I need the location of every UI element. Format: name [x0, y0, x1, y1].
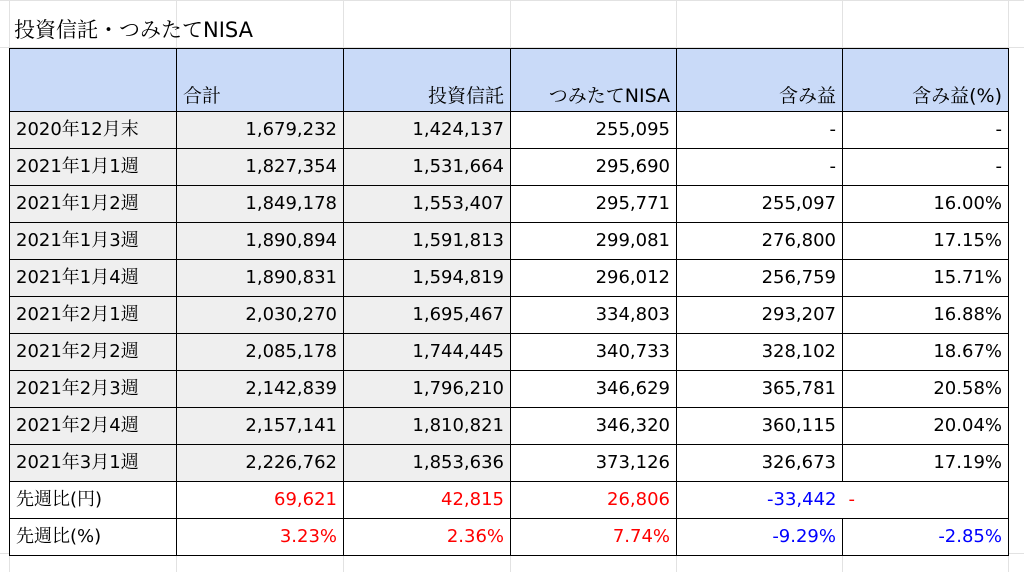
diff-pct-row — [10, 519, 1009, 556]
fund-cell[interactable]: 1,424,137 — [344, 112, 511, 149]
row-label-cell[interactable]: 2021年2月3週 — [10, 371, 177, 408]
gain-cell[interactable]: 293,207 — [677, 297, 843, 334]
nisa-cell[interactable]: 346,629 — [511, 371, 677, 408]
gain-pct-cell[interactable]: 18.67% — [843, 334, 1009, 371]
gain-pct-cell[interactable]: 20.58% — [843, 371, 1009, 408]
header-cell-blank[interactable] — [10, 49, 177, 112]
gain-cell[interactable]: -33,442 — [677, 482, 843, 519]
row-label-cell[interactable]: 2021年1月4週 — [10, 260, 177, 297]
header-cell-nisa[interactable]: つみたてNISA — [511, 49, 677, 112]
row-label-cell[interactable]: 2020年12月末 — [10, 112, 177, 149]
fund-cell[interactable]: 1,591,813 — [344, 223, 511, 260]
table-row — [10, 371, 1009, 408]
total-cell[interactable]: 2,226,762 — [177, 445, 344, 482]
gain-cell[interactable]: - — [677, 112, 843, 149]
nisa-cell[interactable]: 26,806 — [511, 482, 677, 519]
diff-yen-row — [10, 482, 1009, 519]
gain-cell[interactable]: 328,102 — [677, 334, 843, 371]
gain-pct-cell[interactable]: 17.15% — [843, 223, 1009, 260]
table-row — [10, 112, 1009, 149]
fund-cell[interactable]: 1,853,636 — [344, 445, 511, 482]
header-cell-gain[interactable]: 含み益 — [677, 49, 843, 112]
table-row — [10, 297, 1009, 334]
gain-cell[interactable]: 256,759 — [677, 260, 843, 297]
total-cell[interactable]: 3.23% — [177, 519, 344, 556]
total-cell[interactable]: 2,085,178 — [177, 334, 344, 371]
gain-pct-cell[interactable]: 16.00% — [843, 186, 1009, 223]
row-label-cell[interactable]: 2021年3月1週 — [10, 445, 177, 482]
nisa-cell[interactable]: 334,803 — [511, 297, 677, 334]
gain-cell[interactable]: 360,115 — [677, 408, 843, 445]
header-cell-gain-pct[interactable]: 含み益(%) — [843, 49, 1009, 112]
gain-pct-cell[interactable]: 16.88% — [843, 297, 1009, 334]
nisa-cell[interactable]: 7.74% — [511, 519, 677, 556]
gain-cell[interactable]: 326,673 — [677, 445, 843, 482]
gain-pct-cell[interactable]: - — [843, 482, 1009, 519]
header-row — [10, 49, 1009, 112]
gain-cell[interactable]: 255,097 — [677, 186, 843, 223]
gain-cell[interactable]: 276,800 — [677, 223, 843, 260]
gain-pct-cell[interactable]: 15.71% — [843, 260, 1009, 297]
sheet-title-cell[interactable]: 投資信託・つみたてNISA — [14, 18, 253, 42]
row-label-cell[interactable]: 2021年2月2週 — [10, 334, 177, 371]
total-cell[interactable]: 2,157,141 — [177, 408, 344, 445]
total-cell[interactable]: 2,142,839 — [177, 371, 344, 408]
table-row — [10, 223, 1009, 260]
row-label-cell[interactable]: 2021年2月4週 — [10, 408, 177, 445]
header-cell-fund[interactable]: 投資信託 — [344, 49, 511, 112]
fund-cell[interactable]: 1,810,821 — [344, 408, 511, 445]
row-label-cell[interactable]: 先週比(円) — [10, 482, 177, 519]
gain-pct-cell[interactable]: 20.04% — [843, 408, 1009, 445]
gain-pct-cell[interactable]: - — [843, 112, 1009, 149]
nisa-cell[interactable]: 346,320 — [511, 408, 677, 445]
fund-cell[interactable]: 1,531,664 — [344, 149, 511, 186]
table-row — [10, 186, 1009, 223]
fund-cell[interactable]: 1,744,445 — [344, 334, 511, 371]
total-cell[interactable]: 1,890,894 — [177, 223, 344, 260]
nisa-cell[interactable]: 255,095 — [511, 112, 677, 149]
row-label-cell[interactable]: 2021年1月2週 — [10, 186, 177, 223]
total-cell[interactable]: 1,890,831 — [177, 260, 344, 297]
portfolio-table — [9, 48, 1009, 556]
total-cell[interactable]: 2,030,270 — [177, 297, 344, 334]
fund-cell[interactable]: 2.36% — [344, 519, 511, 556]
table-row — [10, 408, 1009, 445]
row-label-cell[interactable]: 2021年1月3週 — [10, 223, 177, 260]
gain-pct-cell[interactable]: - — [843, 149, 1009, 186]
gain-pct-cell[interactable]: 17.19% — [843, 445, 1009, 482]
gain-cell[interactable]: - — [677, 149, 843, 186]
total-cell[interactable]: 1,827,354 — [177, 149, 344, 186]
nisa-cell[interactable]: 373,126 — [511, 445, 677, 482]
total-cell[interactable]: 1,679,232 — [177, 112, 344, 149]
table-row — [10, 149, 1009, 186]
fund-cell[interactable]: 1,695,467 — [344, 297, 511, 334]
fund-cell[interactable]: 1,594,819 — [344, 260, 511, 297]
nisa-cell[interactable]: 299,081 — [511, 223, 677, 260]
table-row — [10, 334, 1009, 371]
fund-cell[interactable]: 42,815 — [344, 482, 511, 519]
gain-cell[interactable]: -9.29% — [677, 519, 843, 556]
row-label-cell[interactable]: 2021年2月1週 — [10, 297, 177, 334]
row-label-cell[interactable]: 先週比(%) — [10, 519, 177, 556]
nisa-cell[interactable]: 295,771 — [511, 186, 677, 223]
fund-cell[interactable]: 1,796,210 — [344, 371, 511, 408]
header-cell-total[interactable]: 合計 — [177, 49, 344, 112]
table-row — [10, 260, 1009, 297]
nisa-cell[interactable]: 296,012 — [511, 260, 677, 297]
gain-pct-cell[interactable]: -2.85% — [843, 519, 1009, 556]
nisa-cell[interactable]: 340,733 — [511, 334, 677, 371]
total-cell[interactable]: 69,621 — [177, 482, 344, 519]
total-cell[interactable]: 1,849,178 — [177, 186, 344, 223]
row-label-cell[interactable]: 2021年1月1週 — [10, 149, 177, 186]
gain-cell[interactable]: 365,781 — [677, 371, 843, 408]
nisa-cell[interactable]: 295,690 — [511, 149, 677, 186]
table-row — [10, 445, 1009, 482]
fund-cell[interactable]: 1,553,407 — [344, 186, 511, 223]
